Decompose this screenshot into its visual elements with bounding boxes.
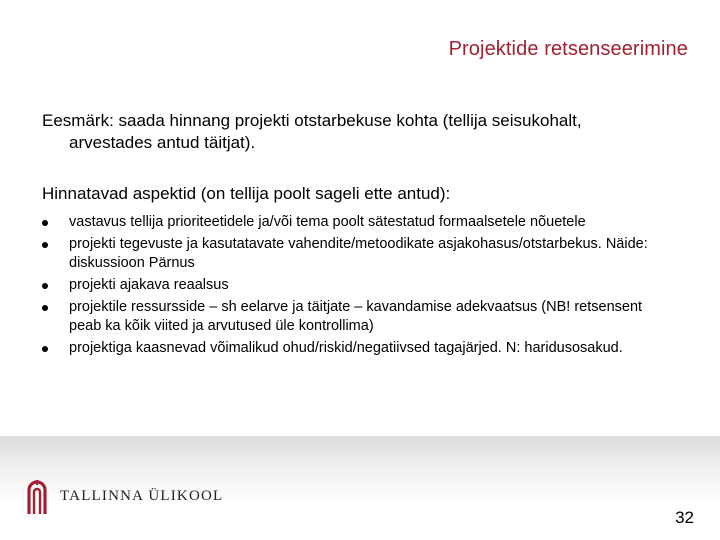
bullet-icon: [42, 220, 48, 226]
goal-line-1: Eesmärk: saada hinnang projekti otstarbekuse kohta (tellija seisukohalt,: [42, 111, 582, 130]
list-item-text: projektile ressursside – sh eelarve ja täitjate – kavandamise adekvaatsus (NB! retsensent peab ka kõik viited ja arvutused üle kontrollima): [69, 299, 643, 334]
aspects-heading: Hinnatavad aspektid (on tellija poolt sageli ette antud):: [42, 184, 451, 203]
slide-title: Projektide retsenseerimine: [448, 38, 688, 60]
aspects-list: [42, 213, 672, 361]
list-item: [42, 276, 672, 295]
tallinn-university-logo-icon: [26, 476, 48, 516]
goal-line-2: arvestades antud täitjat).: [69, 133, 256, 152]
bullet-icon: [42, 242, 48, 248]
page-number: 32: [675, 508, 694, 527]
university-logo: [26, 476, 223, 516]
list-item-text: projekti tegevuste ja kasutatavate vahendite/metoodikate asjakohasus/otstarbekus. Näide: diskussioon Pärnus: [69, 236, 648, 271]
goal-text: [42, 110, 702, 154]
list-item-text: vastavus tellija prioriteetidele ja/või tema poolt sätestatud formaalsetele nõuetele: [69, 214, 586, 230]
list-item-text: projekti ajakava reaalsus: [69, 277, 229, 293]
bullet-icon: [42, 346, 48, 352]
bullet-icon: [42, 305, 48, 311]
university-name: TALLINNA ÜLIKOOL: [60, 487, 224, 504]
list-item: [42, 298, 672, 336]
list-item-text: projektiga kaasnevad võimalikud ohud/riskid/negatiivsed tagajärjed. N: haridusosakud.: [69, 340, 623, 356]
bullet-icon: [42, 283, 48, 289]
list-item: [42, 235, 672, 273]
list-item: [42, 339, 672, 358]
list-item: [42, 213, 672, 232]
